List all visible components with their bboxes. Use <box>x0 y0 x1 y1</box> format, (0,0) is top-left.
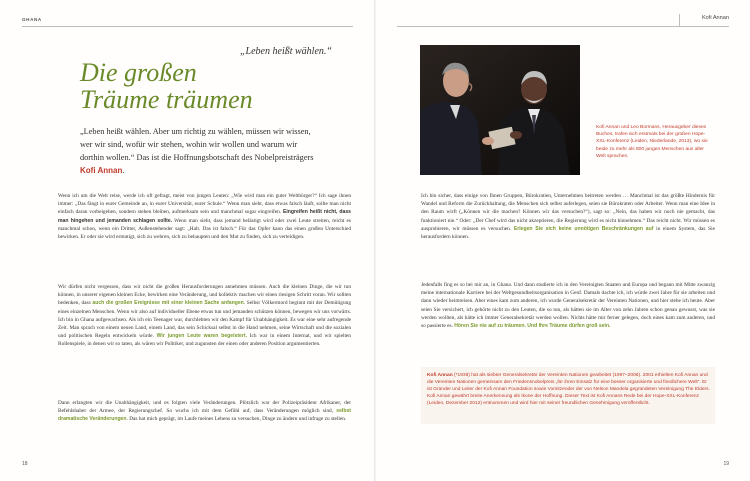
left-paragraph-2 <box>58 283 351 349</box>
title-line-2: Träume träumen <box>80 85 253 114</box>
left-paragraph-1 <box>58 192 351 241</box>
header-rule-left <box>22 26 353 27</box>
quote-tag: „Leben heißt wählen.“ <box>240 46 332 57</box>
text-run: Wir dürfen nicht vergessen, dass wir nicht die großen Herausforderungen annehmen müssen. Auch die kleinen Dinge, die wir tun können, in unserer eigenen kleinen Ecke, bewirken eine Veränderung, und kollektiv machen wir einen riesigen Schritt voran. Wir sollten bedenken, dass <box>58 284 351 307</box>
title-line-1: Die großen <box>80 58 197 87</box>
text-run: Ich war in einem Internat, und wir spielten Rollenspiele, in denen wir so taten, als wären wir Politiker, und zugunsten der einen oder anderen Position argumentierten. <box>58 333 351 348</box>
text-run: . Das hat mich geprägt, im Laufe meines Lebens zu versuchen, Dinge zu ändern und infrage zu stellen. <box>126 416 347 423</box>
text-run: Jedenfalls fing es so bei mir an, in Ghana. Und dann studierte ich in den Vereinigten Staaten und Europa und begann mit Mitte zwanzig meine internationale Karriere bei der Weltgesundheitsorganisation in Genf. Damals dachte ich, ich würde zwei Jahre für sie arbeiten und dann wieder heimreisen. Aber eines kam zum anderen, ich wurde Generalsekretär der Vereinten Nationen, und hier stehe ich heute. Aber seien Sie versichert, ich gehörte nicht zu den Leuten, die so tun, als hätten sie im Alter von zehn Jahren schon genau gewusst, was sie werden wollten, als hätte ich immer Generalsekretär werden wollen. Nichts hätte mir ferner gelegen, doch eines kam zum anderen, und so passierte es. <box>421 282 715 330</box>
highlight-phrase: Wir jungen Leute waren begeistert. <box>156 333 247 340</box>
text-run: Wenn man sieht, dass jemand belästigt wird oder zwei Leute streiten, reicht es manchmal schon, wenn ein Dritter, Außenstehender sagt: „Halt. Das ist falsch.“ Für das Opfer kann das einen großen Unterschied bewirken. Er oder sie wird ermutigt, sich zu wehren, sich zu behaupten und den Mut zu finden, sich zu verteidigen. <box>58 217 352 241</box>
left-page <box>0 0 374 481</box>
lead-line-4 <box>80 164 360 177</box>
lead-line-1: „Leben heißt wählen. Aber um richtig zu wählen, müssen wir wissen, <box>80 127 311 136</box>
header-rule-right <box>397 26 729 27</box>
page-number-left: 18 <box>22 461 28 467</box>
page-number-right: 19 <box>723 461 729 467</box>
bio-text <box>427 372 711 407</box>
right-paragraph-2 <box>421 281 715 330</box>
header-divider <box>679 14 680 26</box>
lead-line-3: dorthin wollen.“ Das ist die Hoffnungsbotschaft des Nobelpreisträgers <box>80 153 314 162</box>
running-head-right: Kofi Annan <box>701 15 729 21</box>
bio-box <box>421 367 715 424</box>
lead-line-2: wer wir sind, wofür wir stehen, wohin wir wollen und warum wir <box>80 140 298 149</box>
highlight-phrase: auch die großen Ereignisse mit einer kleinen Sache anfangen <box>92 300 244 307</box>
highlight-phrase: Erlegen Sie sich keine unnötigen Beschränkungen auf <box>513 225 654 232</box>
lead-end: . <box>122 166 125 175</box>
right-page <box>376 0 750 481</box>
photo-illustration <box>420 45 580 175</box>
text-run: in einem System, das Sie herausfordern können. <box>421 225 715 241</box>
text-run: Wenn ich um die Welt reise, werde ich oft gefragt, meist von jungen Leuten: „Wie wird man ein guter Weltbürger?“ Ich sage ihnen immer: „Das fängt in eurer Gemeinde an, in eurer Universität, eurer Schule.“ Wenn man sieht, dass etwas falsch läuft, sollte man nicht einfach daran vorbeigehen, sondern stehen bleiben, aufmerksam sein und manchmal sogar eingreifen. <box>58 193 351 216</box>
text-run: Ich bin sicher, dass einige von Ihnen Gruppen, Bürokratien, Unternehmen beitreten werden … Manchmal ist das größte Hindernis für Wandel und Reform die Zurückhaltung, die Menschen sich selbst auferlegen, seien sie Bürokraten oder Arbeiter. Wenn man eine Idee in den Raum wirft („Können wir die machen? Können wir das versuchen?“), sagt so: „Nein, das haben wir noch nie gemacht, das funktioniert nie.“ Oder: „Der Chef wird das nicht akzeptieren, die Regierung wird es nicht hinnehmen.“ Das reicht nicht. Wir müssen es ausprobieren, wir müssen es versuchen. <box>421 193 715 232</box>
highlight-phrase: selbst dramatische Veränderungen <box>58 408 351 423</box>
text-run: Dann erlangten wir die Unabhängigkeit, und es folgten viele Veränderungen. Plötzlich war der Polizeipräsident Afrikaner, der Befehlshaber der Armee, der Regierungschef. So wuchs ich mit dem Gefühl auf, dass Veränderungen möglich sind, <box>58 400 351 415</box>
bio-body: (*1938) hat als siebter Generalsekretär der Vereinten Nationen gearbeitet (1997–2006). 2001 erhielten Kofi Annan und die Vereinten Nationen gemeinsam den Friedensnobelpreis „für ihren Einsatz für eine besser organisierte und friedlichere Welt“. Er ist Gründer und Leiter der Kofi Annan Foundation sowie Vorsitzender der von Nelson Mandela gegründeten Vereinigung The Elders. Kofi Annan gewährt breite Anerkennung als Ikone der Hoffnung. Dieser Text ist Kofi Annans Rede bei der Hope-XXL-Konferenz (Leiden, Dezember 2012) entnommen und wird hier mit seiner freundlichen Genehmigung veröffentlicht. <box>427 373 710 406</box>
page-title <box>80 59 360 113</box>
portrait-photo <box>420 45 580 175</box>
bio-name: Kofi Annan <box>427 373 453 378</box>
lead-author-name: Kofi Annan <box>80 166 123 175</box>
left-paragraph-3 <box>58 399 351 424</box>
photo-caption: Kofi Annan und Leo Bormans, Herausgeber dieses Buches, trafen sich erstmals bei der großen Hope-XXL-Konferenz (Leiden, Niederlande, 2013), wo sie beide zu mehr als 800 jungen Menschen aus aller Welt sprachen. <box>596 125 708 159</box>
right-paragraph-1 <box>421 192 715 241</box>
running-head-left: GHANA <box>22 17 42 22</box>
lead-paragraph <box>80 125 360 177</box>
text-run: . Selbst Völkermord beginnt mit der Demütigung eines einzelnen Menschen. Wenn wir also auf individueller Ebene etwas tun und jemanden schützen können, bewegen wir uns vorwärts. Ich bin in Ghana aufgewachsen. Als ich ein Teenager war, durchlebten wir den Kampf für Unabhängigkeit. Es war eine sehr aufregende Zeit. Man sprach von einem neuen Land, einem Land, das sein Schicksal selbst in die Hand nehmen, seine Wirtschaft und die sozialen und politischen Regeln entwickeln würde. <box>58 300 351 340</box>
bold-phrase: Eingreifen heißt nicht, dass man hingehen und jemanden schlagen sollte. <box>58 209 351 224</box>
highlight-phrase: Hören Sie nie auf zu träumen. Und Ihre Träume dürfen groß sein. <box>454 323 611 330</box>
